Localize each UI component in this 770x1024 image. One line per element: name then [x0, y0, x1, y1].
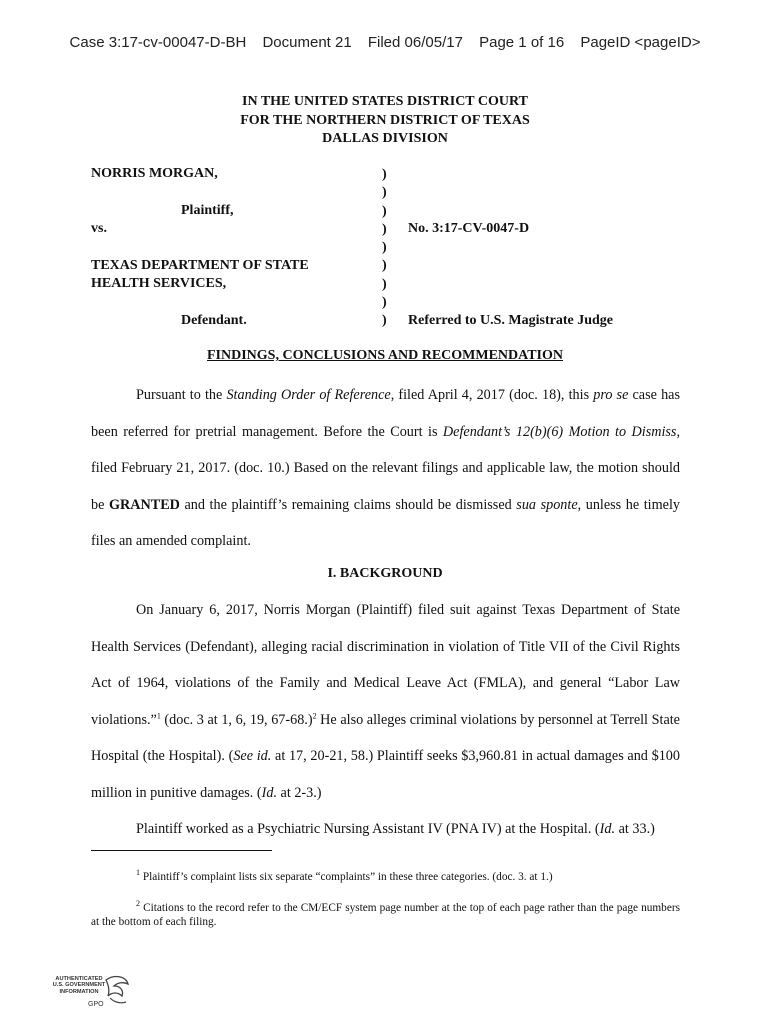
footnote-1: $^1$ Plaintiff’s complaint lists six separate “complaints” in these three categories. (doc. 3. at 1.): [136, 868, 553, 883]
defendant-line-2: HEALTH SERVICES,: [91, 276, 227, 291]
civil-case-number: No. 3:17-CV-0047-D: [408, 221, 530, 236]
referral-note: Referred to U.S. Magistrate Judge: [408, 313, 614, 328]
footnote-divider: [91, 850, 272, 851]
page-count: Page 1 of 16: [479, 34, 565, 51]
court-heading: [0, 93, 770, 149]
versus: vs.: [91, 221, 107, 236]
footnote-2: $^2$ Citations to the record refer to the CM/ECF system page number at the top of each page rather than the page numbers at the bottom of each filing.: [91, 899, 680, 928]
defendant-line-1: TEXAS DEPARTMENT OF STATE: [91, 258, 309, 273]
ecf-header: [0, 34, 770, 51]
document-title: FINDINGS, CONCLUSIONS AND RECOMMENDATION: [207, 348, 563, 363]
background-paragraphs: [91, 592, 680, 848]
background-paragraph-2: Plaintiff worked as a Psychiatric Nursing Assistant IV (PNA IV) at the Hospital. (Id. at 33.): [136, 821, 655, 837]
footnote-ref-2[interactable]: 2: [312, 710, 317, 720]
plaintiff-label: Plaintiff,: [181, 203, 234, 218]
plaintiff-name: NORRIS MORGAN,: [91, 166, 218, 181]
seal-gpo: GPO: [88, 1001, 104, 1008]
document-number: Document 21: [262, 34, 352, 51]
case-number-header: Case 3:17-cv-00047-D-BH: [69, 34, 247, 51]
section-heading-background: I. BACKGROUND: [327, 566, 443, 581]
court-line-1: IN THE UNITED STATES DISTRICT COURT: [242, 94, 528, 109]
footnote-ref-1[interactable]: 1: [156, 710, 161, 720]
caption-parentheses: ) ) ) ) ) ) ) ) ): [382, 167, 387, 329]
court-line-2: FOR THE NORTHERN DISTRICT OF TEXAS: [240, 112, 530, 128]
eagle-icon: [102, 974, 132, 1010]
defendant-label: Defendant.: [181, 313, 247, 328]
intro-paragraph: Pursuant to the Standing Order of Reference, filed April 4, 2017 (doc. 18), this pro se case has been referred for pretrial management. Before the Court is Defendant’s 12(b)(6) Motion to Dismiss, filed February 21, 2017. (doc. 10.) Based on the relevant filings and applicable law, the motion should be GRANTED and the plaintiff’s remaining claims should be dismissed sua sponte, unless he timely files an amended complaint.: [91, 387, 680, 549]
background-paragraph-1: On January 6, 2017, Norris Morgan (Plaintiff) filed suit against Texas Department of State Health Services (Defendant), alleging racial discrimination in violation of Title VII of the Civil Rights Act of 1964, violations of the Family and Medical Leave Act (FMLA), and general “Labor Law violations.”$^1$ (doc. 3 at 1, 6, 19, 67-68.)$^2$ He also alleges criminal violations by personnel at Terrell State Hospital (the Hospital). (See id. at 17, 20-21, 58.) Plaintiff seeks $3,960.81 in actual damages and $100 million in punitive damages. (Id. at 2-3.): [91, 602, 680, 801]
filed-date: Filed 06/05/17: [367, 34, 463, 51]
gpo-authentication-seal: [44, 974, 134, 1014]
page-id: PageID <pageID>: [580, 34, 701, 51]
seal-text: AUTHENTICATED U.S. GOVERNMENT INFORMATION: [52, 976, 106, 995]
court-line-3: DALLAS DIVISION: [322, 131, 448, 146]
